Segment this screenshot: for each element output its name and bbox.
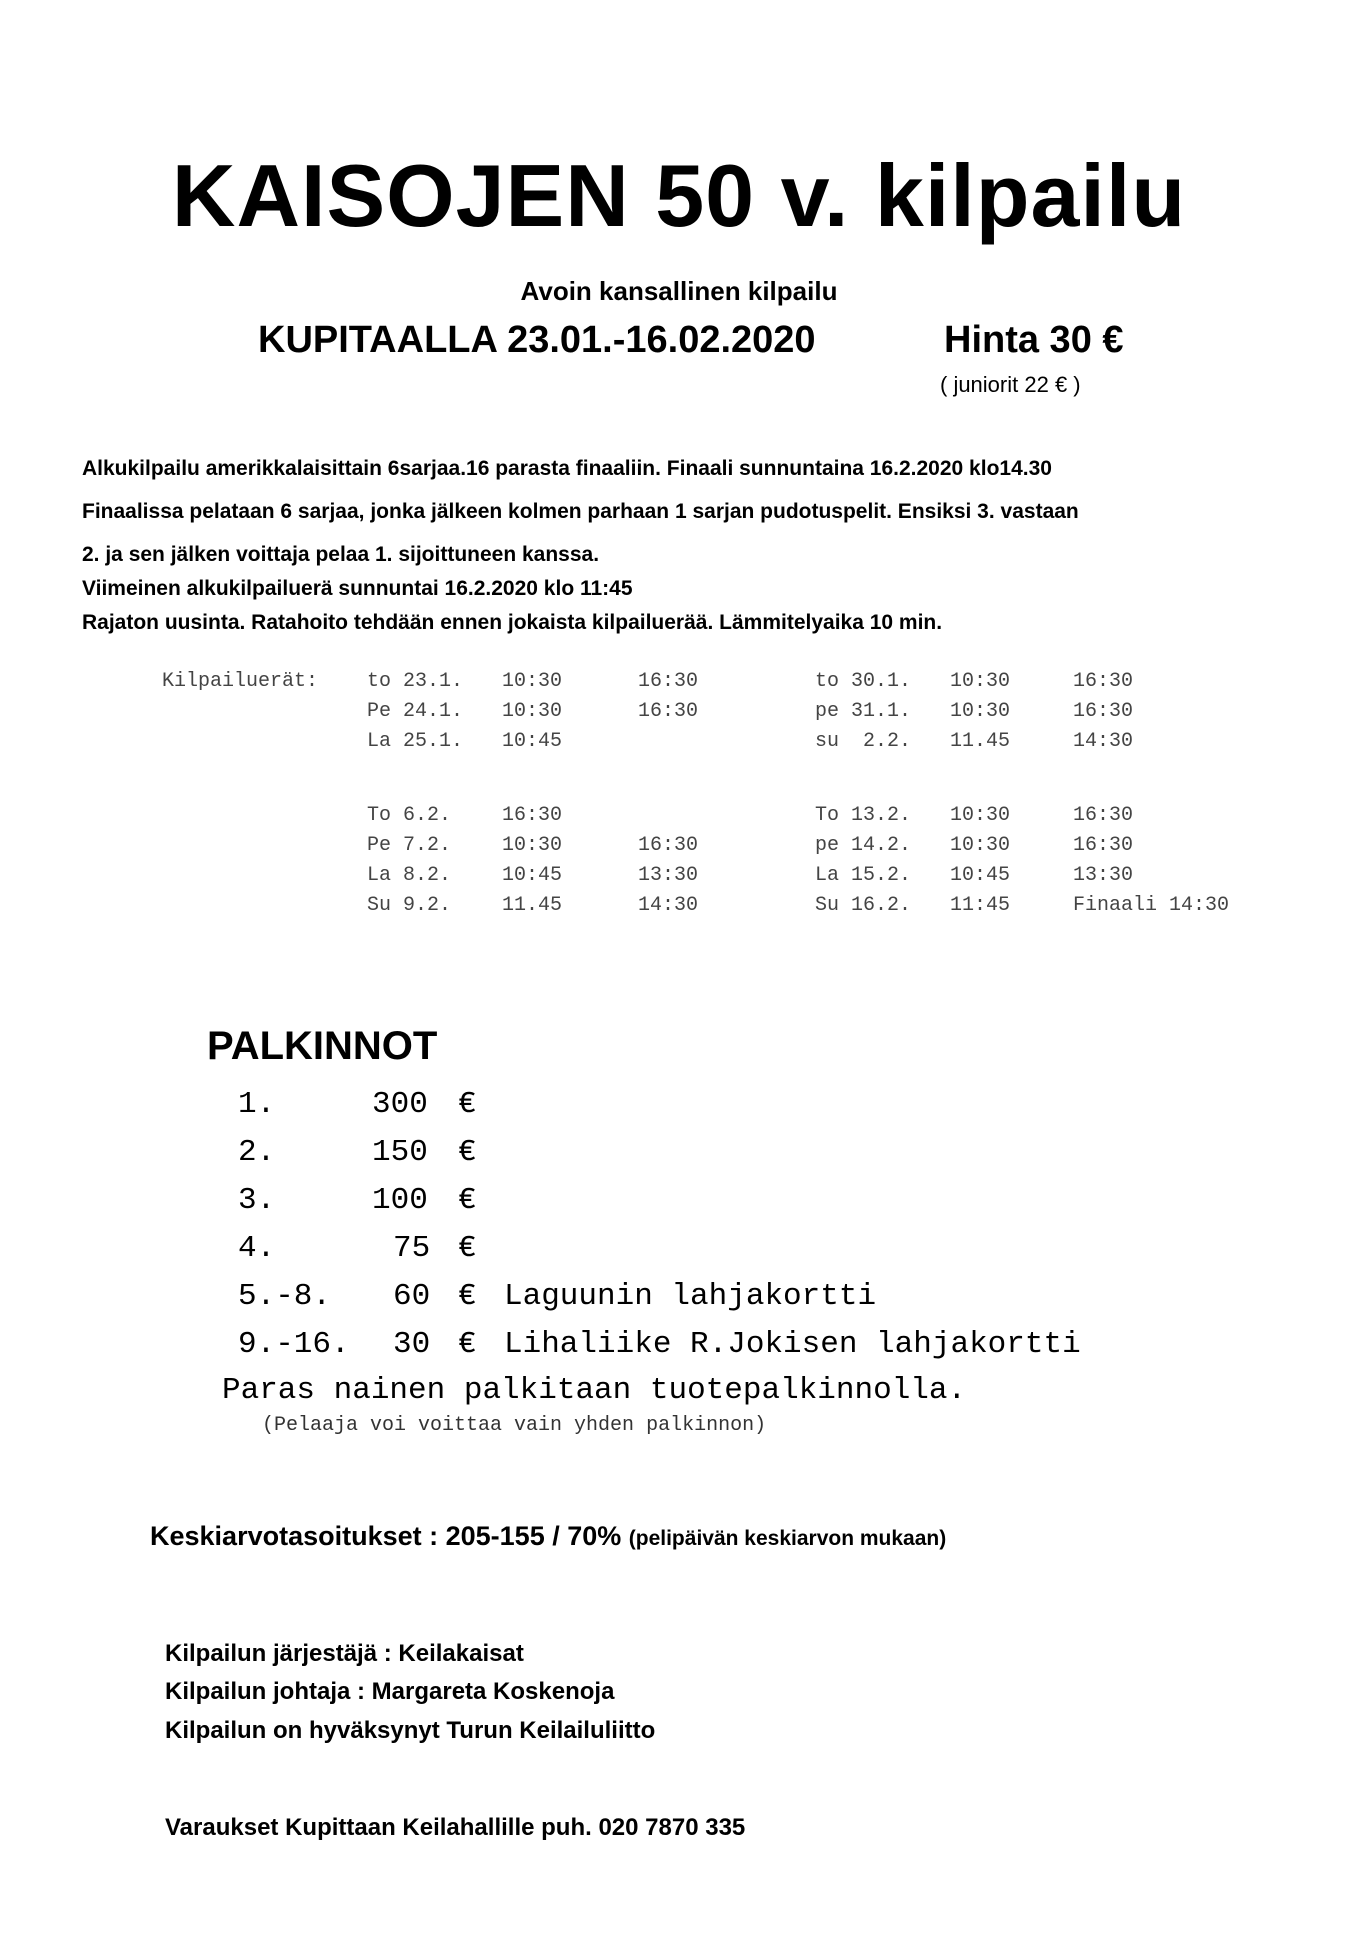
prize-amount: 100: [372, 1183, 428, 1218]
competition-type: Avoin kansallinen kilpailu: [520, 276, 838, 306]
schedule-time: 10:30: [950, 804, 1011, 827]
prize-note: Lihaliike R.Jokisen lahjakortti: [504, 1327, 1081, 1362]
schedule-time: 10:45: [950, 864, 1011, 887]
prize-currency: €: [458, 1327, 477, 1362]
prize-place: 3.: [238, 1183, 276, 1218]
schedule-day: Pe 24.1.: [367, 700, 464, 723]
schedule-time: 13:30: [638, 864, 699, 887]
prize-note: Laguunin lahjakortti: [504, 1279, 877, 1314]
schedule-time: 16:30: [1073, 834, 1134, 857]
schedule-time: 10:30: [950, 834, 1011, 857]
schedule-day: Su 16.2.: [815, 894, 912, 917]
schedule-time: 10:30: [502, 700, 563, 723]
schedule-time: 10:30: [502, 670, 563, 693]
approval: Kilpailun on hyväksynyt Turun Keilailuliitto: [165, 1717, 656, 1744]
info-line-5: Rajaton uusinta. Ratahoito tehdään ennen jokaista kilpailuerää. Lämmitelyaika 10 min.: [82, 611, 943, 634]
schedule-time: 11.45: [950, 730, 1011, 753]
schedule-day: To 13.2.: [815, 804, 912, 827]
schedule-day: to 30.1.: [815, 670, 912, 693]
women-prize-note: Paras nainen palkitaan tuotepalkinnolla.: [222, 1373, 967, 1408]
schedule-time: 10:30: [950, 670, 1011, 693]
venue-and-dates: KUPITAALLA 23.01.-16.02.2020: [258, 319, 816, 361]
single-prize-note: (Pelaaja voi voittaa vain yhden palkinnon): [262, 1414, 767, 1437]
organizer: Kilpailun järjestäjä : Keilakaisat: [165, 1640, 524, 1667]
reservations: Varaukset Kupittaan Keilahallille puh. 020 7870 335: [165, 1814, 746, 1841]
schedule-time: 11.45: [502, 894, 563, 917]
schedule-time: 13:30: [1073, 864, 1134, 887]
schedule-time: 16:30: [1073, 700, 1134, 723]
schedule-day: La 25.1.: [367, 730, 464, 753]
prize-currency: €: [458, 1135, 477, 1170]
schedule-time: 10:30: [950, 700, 1011, 723]
schedule-time: 14:30: [638, 894, 699, 917]
prizes-heading: PALKINNOT: [207, 1024, 438, 1068]
schedule-day: pe 14.2.: [815, 834, 912, 857]
entry-price: Hinta 30 €: [944, 319, 1124, 361]
prize-place: 5.-8.: [238, 1279, 332, 1314]
schedule-day: su 2.2.: [815, 730, 912, 753]
schedule-time: 16:30: [638, 670, 699, 693]
schedule-label: Kilpailuerät:: [162, 670, 319, 693]
schedule-time: 11:45: [950, 894, 1011, 917]
handicap-detail: (pelipäivän keskiarvon mukaan): [628, 1527, 947, 1550]
prize-amount: 75: [393, 1231, 431, 1266]
prize-place: 9.-16.: [238, 1327, 350, 1362]
schedule-time: 10:45: [502, 864, 563, 887]
prize-amount: 60: [393, 1279, 431, 1314]
schedule-day: to 23.1.: [367, 670, 464, 693]
info-line-2: Finaalissa pelataan 6 sarjaa, jonka jälkeen kolmen parhaan 1 sarjan pudotuspelit. Ensiksi 3. vastaan: [82, 500, 1079, 523]
schedule-final-time: Finaali 14:30: [1073, 894, 1230, 917]
schedule-day: Pe 7.2.: [367, 834, 452, 857]
schedule-day: La 8.2.: [367, 864, 452, 887]
prize-place: 2.: [238, 1135, 276, 1170]
director: Kilpailun johtaja : Margareta Koskenoja: [165, 1678, 615, 1705]
info-line-3: 2. ja sen jälken voittaja pelaa 1. sijoittuneen kanssa.: [82, 543, 600, 566]
junior-price: ( juniorit 22 € ): [940, 372, 1081, 397]
schedule-time: 16:30: [638, 700, 699, 723]
prize-currency: €: [458, 1183, 477, 1218]
schedule-time: 16:30: [1073, 670, 1134, 693]
prize-amount: 150: [372, 1135, 428, 1170]
schedule-day: Su 9.2.: [367, 894, 452, 917]
prize-currency: €: [458, 1087, 477, 1122]
info-line-1: Alkukilpailu amerikkalaisittain 6sarjaa.16 parasta finaaliin. Finaali sunnuntaina 16.2.2020 klo14.30: [82, 457, 1052, 480]
schedule-day: To 6.2.: [367, 804, 452, 827]
info-line-4: Viimeinen alkukilpailuerä sunnuntai 16.2.2020 klo 11:45: [82, 577, 633, 600]
schedule-time: 14:30: [1073, 730, 1134, 753]
page-title: KAISOJEN 50 v. kilpailu: [171, 146, 1187, 245]
handicap-label: Keskiarvotasoitukset : 205-155 / 70%: [150, 1521, 622, 1551]
prize-currency: €: [458, 1279, 477, 1314]
prize-place: 4.: [238, 1231, 276, 1266]
prize-amount: 300: [372, 1087, 428, 1122]
prize-place: 1.: [238, 1087, 276, 1122]
schedule-time: 16:30: [1073, 804, 1134, 827]
prize-currency: €: [458, 1231, 477, 1266]
schedule-day: La 15.2.: [815, 864, 912, 887]
schedule-time: 10:45: [502, 730, 563, 753]
schedule-time: 10:30: [502, 834, 563, 857]
prize-amount: 30: [393, 1327, 431, 1362]
schedule-time: 16:30: [502, 804, 563, 827]
handicap-line: [150, 1520, 946, 1552]
schedule-time: 16:30: [638, 834, 699, 857]
schedule-day: pe 31.1.: [815, 700, 912, 723]
